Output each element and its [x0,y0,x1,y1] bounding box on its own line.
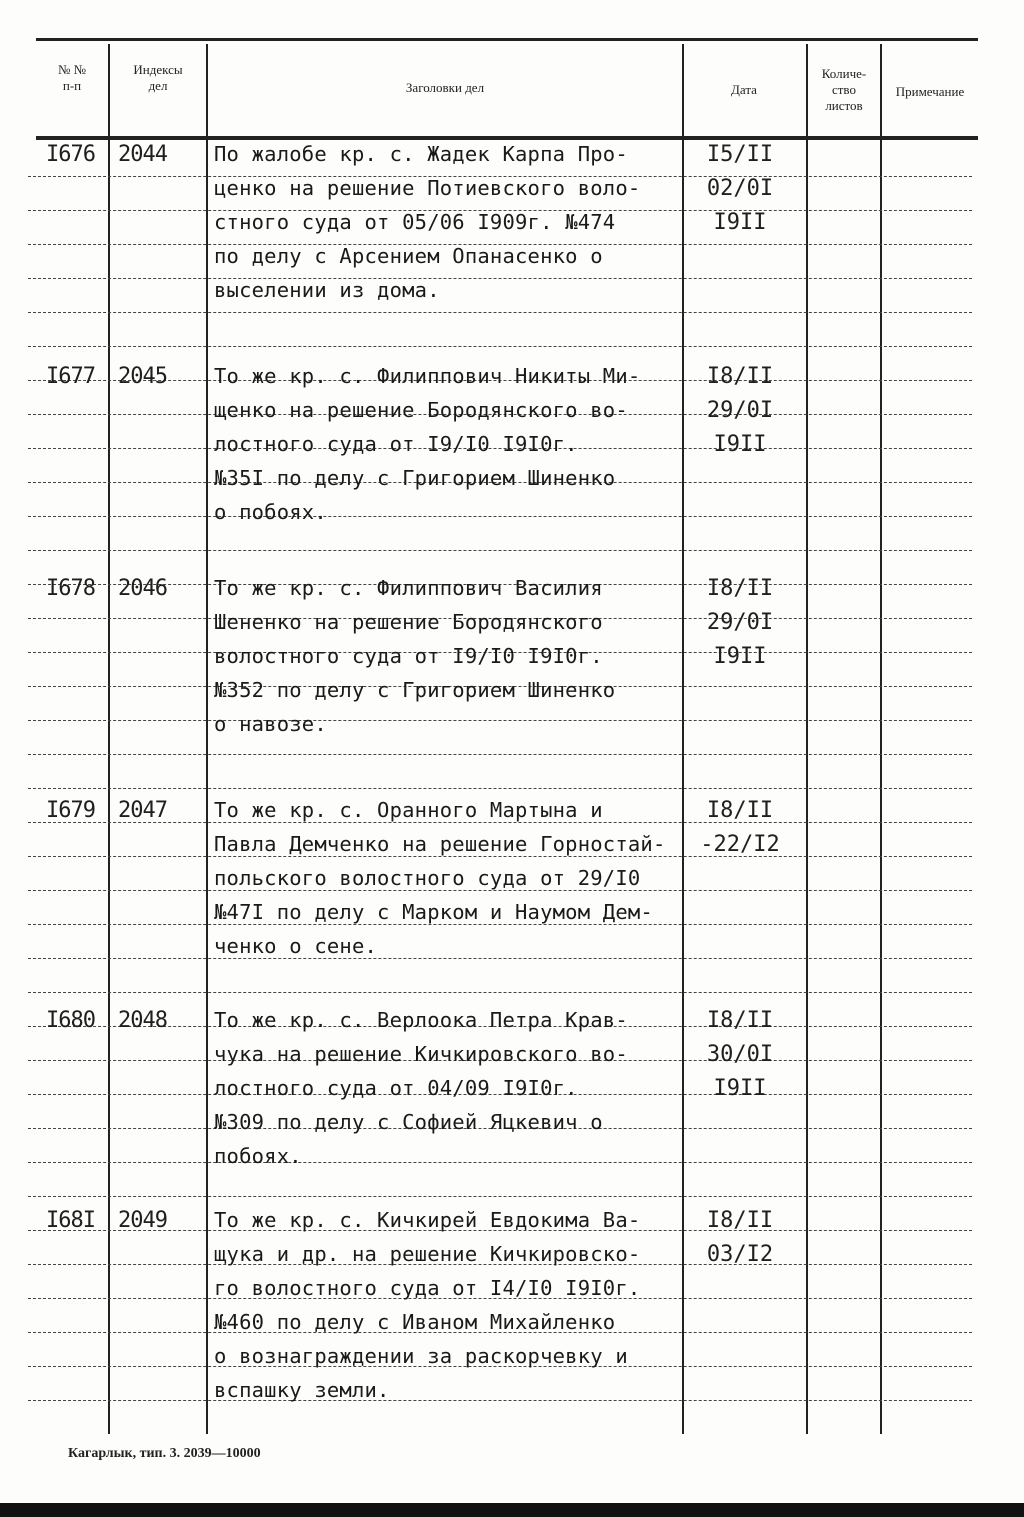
entry-title-line: №35I по делу с Григорием Шиненко [214,466,616,490]
entry-title-line: То же кр. с. Филиппович Василия [214,576,603,600]
guide-rule [28,890,972,891]
entry-title-line: чука на решение Кичкировского во- [214,1042,628,1066]
entry-number: I677 [46,364,95,389]
guide-rule [28,1162,972,1163]
entry-date-line: I9II [713,644,767,669]
guide-rule [28,516,972,517]
entry-index: 2049 [118,1208,167,1233]
header-bottom-rule [36,136,978,140]
guide-rule [28,924,972,925]
scan-edge [0,1503,1024,1517]
entry-title-line: польского волостного суда от 29/I0 [214,866,641,890]
entry-date-line: 29/0I [706,398,774,423]
header-col-date: Дата [731,82,757,97]
entry-title-line: волостного суда от I9/I0 I9I0г. [214,644,603,668]
col-rule-1 [108,44,110,1434]
guide-rule [28,720,972,721]
entry-title-line: То же кр. с. Верлоока Петра Крав- [214,1008,628,1032]
entry-title-line: №352 по делу с Григорием Шиненко [214,678,616,702]
entry-index: 2046 [118,576,167,601]
guide-rule [28,278,972,279]
guide-rule [28,550,972,551]
entry-title-line: выселении из дома. [214,278,440,302]
entry-date-line: 30/0I [706,1042,774,1067]
entry-title-line: щенко на решение Бородянского во- [214,398,628,422]
header-col-index: Индексы дел [133,62,183,93]
header-top-rule [36,38,978,41]
entry-title-line: лостного суда от I9/I0 I9I0г. [214,432,578,456]
entry-title-line: лостного суда от 04/09 I9I0г. [214,1076,578,1100]
entry-title-line: ценко на решение Потиевского воло- [214,176,641,200]
col-rule-2 [206,44,208,1434]
guide-rule [28,788,972,789]
entry-number: I678 [46,576,95,601]
entry-title-line: №309 по делу с Софией Яцкевич о [214,1110,603,1134]
entry-title-line: То же кр. с. Оранного Мартына и [214,798,603,822]
guide-rule [28,822,972,823]
guide-rule [28,346,972,347]
entry-date-line: I9II [713,210,767,235]
entry-index: 2048 [118,1008,167,1033]
entry-title-line: То же кр. с. Кичкирей Евдокима Ва- [214,1208,641,1232]
guide-rule [28,754,972,755]
guide-rule [28,958,972,959]
entry-date-line: I8/II [706,798,774,823]
guide-rule [28,992,972,993]
header-col-title: Заголовки дел [405,80,485,95]
entry-title-line: Шененко на решение Бородянского [214,610,603,634]
entry-title-line: №47I по делу с Марком и Наумом Дем- [214,900,653,924]
entry-title-line: №460 по делу с Иваном Михайленко [214,1310,616,1334]
entry-title-line: Павла Демченко на решение Горностай- [214,832,666,856]
entry-title-line: щука и др. на решение Кичкировско- [214,1242,641,1266]
entry-index: 2045 [118,364,167,389]
header-col-note: Примечание [895,84,965,99]
entry-number: I679 [46,798,95,823]
entry-index: 2044 [118,142,167,167]
entry-date-line: 29/0I [706,610,774,635]
entry-date-line: 03/I2 [706,1242,774,1267]
entry-title-line: побоях. [214,1144,302,1168]
entry-date-line: I8/II [706,1208,774,1233]
entry-title-line: стного суда от 05/06 I909г. №474 [214,210,616,234]
entry-title-line: По жалобе кр. с. Жадек Карпа Про- [214,142,628,166]
guide-rule [28,1400,972,1401]
entry-title-line: вспашку земли. [214,1378,390,1402]
entry-number: I68I [46,1208,95,1233]
printer-footer: Кагарлык, тип. 3. 2039—10000 [68,1446,261,1461]
entry-index: 2047 [118,798,167,823]
entry-date-line: 02/0I [706,176,774,201]
col-rule-5 [880,44,882,1434]
entry-title-line: о навозе. [214,712,327,736]
entry-date-line: -22/I2 [700,832,780,857]
entry-date-line: I9II [713,1076,767,1101]
entry-date-line: I9II [713,432,767,457]
entry-title-line: ченко о сене. [214,934,378,958]
entry-title-line: по делу с Арсением Опанасенко о [214,244,603,268]
entry-date-line: I8/II [706,576,774,601]
guide-rule [28,856,972,857]
entry-number: I676 [46,142,95,167]
guide-rule [28,1196,972,1197]
entry-number: I680 [46,1008,95,1033]
col-rule-4 [806,44,808,1434]
entry-date-line: I5/II [706,142,774,167]
header-col-number: № № п-п [57,62,87,93]
guide-rule [28,312,972,313]
entry-title-line: То же кр. с. Филиппович Никиты Ми- [214,364,641,388]
entry-title-line: о побоях. [214,500,327,524]
entry-title-line: го волостного суда от I4/I0 I9I0г. [214,1276,641,1300]
entry-date-line: I8/II [706,1008,774,1033]
entry-date-line: I8/II [706,364,774,389]
header-col-sheets: Количе- ство листов [821,66,867,113]
entry-title-line: о вознаграждении за раскорчевку и [214,1344,628,1368]
